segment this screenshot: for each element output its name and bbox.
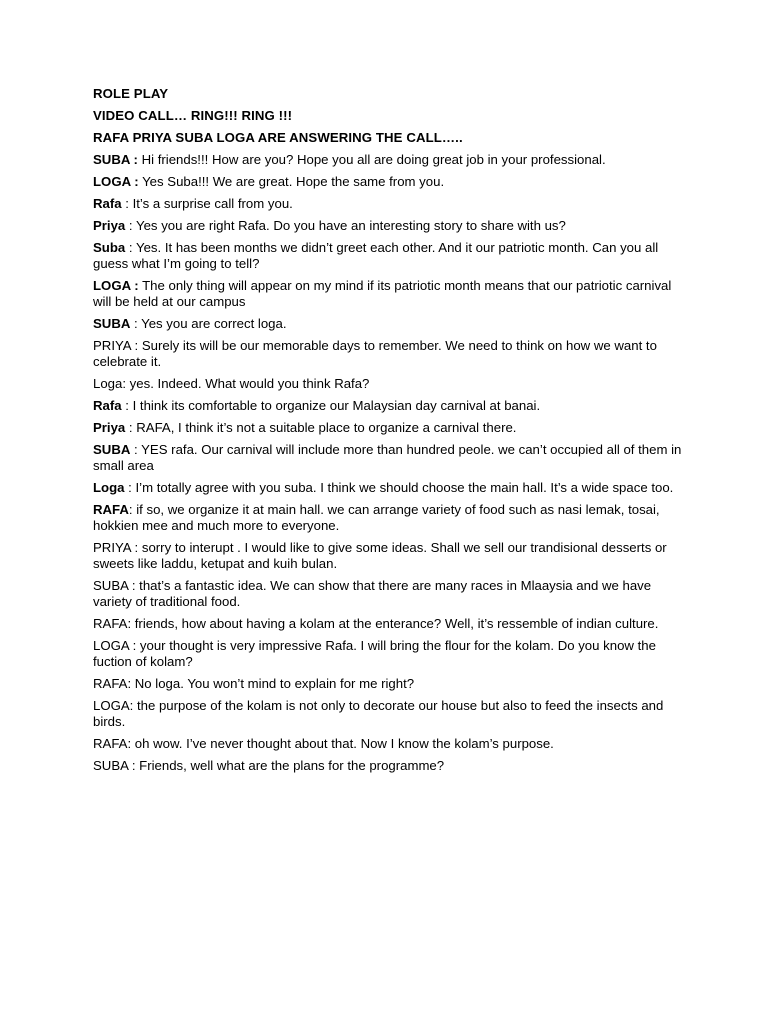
speaker-name: SUBA : (93, 152, 138, 167)
speaker-name: RAFA (93, 502, 129, 517)
dialogue-text: : Yes you are right Rafa. Do you have an interesting story to share with us? (125, 218, 566, 233)
dialogue-line (93, 338, 693, 370)
dialogue-text: Yes Suba!!! We are great. Hope the same from you. (138, 174, 445, 189)
speaker-name: Priya (93, 218, 126, 233)
dialogue-text: : RAFA, I think it’s not a suitable place to organize a carnival there. (125, 420, 517, 435)
dialogue-line (93, 676, 693, 692)
dialogue-text: : Yes you are correct loga. (130, 316, 287, 331)
speaker-name: SUBA : (93, 758, 136, 773)
dialogue-text: the purpose of the kolam is not only to decorate our house but also to feed the insects and birds. (93, 698, 664, 729)
speaker-name: PRIYA : (93, 338, 139, 353)
speaker-name: LOGA: (93, 698, 134, 713)
speaker-name: RAFA: (93, 676, 132, 691)
dialogue-text: Hi friends!!! How are you? Hope you all are doing great job in your professional. (137, 152, 606, 167)
dialogue-line (93, 480, 693, 496)
speaker-name: RAFA: (93, 736, 132, 751)
dialogue-line (93, 698, 693, 730)
dialogue-text: No loga. You won’t mind to explain for me right? (131, 676, 415, 691)
dialogue-text: friends, how about having a kolam at the enterance? Well, it’s ressemble of indian culture. (131, 616, 659, 631)
dialogue-line (93, 174, 693, 190)
dialogue-line (93, 638, 693, 670)
dialogue-line (93, 540, 693, 572)
dialogue-line (93, 736, 693, 752)
dialogue-text: yes. Indeed. What would you think Rafa? (126, 376, 370, 391)
dialogue-line (93, 616, 693, 632)
dialogue-list (93, 152, 693, 774)
dialogue-line (93, 218, 693, 234)
speaker-name: SUBA : (93, 578, 136, 593)
dialogue-line (93, 316, 693, 332)
dialogue-line (93, 278, 693, 310)
speaker-name: RAFA: (93, 616, 132, 631)
speaker-name: PRIYA : (93, 540, 139, 555)
dialogue-text: oh wow. I’ve never thought about that. Now I know the kolam’s purpose. (131, 736, 554, 751)
speaker-name: Loga: (93, 376, 127, 391)
dialogue-line (93, 196, 693, 212)
dialogue-text: sorry to interupt . I would like to give some ideas. Shall we sell our trandisional desserts or sweets like laddu, ketupat and kuih bulan. (93, 540, 667, 571)
subtitle-answering-call: RAFA PRIYA SUBA LOGA ARE ANSWERING THE CALL….. (93, 130, 463, 145)
speaker-name: Loga (93, 480, 125, 495)
dialogue-line (93, 578, 693, 610)
dialogue-line (93, 376, 693, 392)
dialogue-text: : It’s a surprise call from you. (121, 196, 293, 211)
dialogue-text: Surely its will be our memorable days to remember. We need to think on how we want to celebrate it. (93, 338, 657, 369)
dialogue-text: : if so, we organize it at main hall. we can arrange variety of food such as nasi lemak, tosai, hokkien mee and much more to everyone. (93, 502, 660, 533)
dialogue-line (93, 152, 693, 168)
title-role-play: ROLE PLAY (93, 86, 169, 101)
dialogue-line (93, 442, 693, 474)
speaker-name: Rafa (93, 398, 122, 413)
dialogue-line (93, 240, 693, 272)
dialogue-text: : Yes. It has been months we didn’t greet each other. And it our patriotic month. Can you all guess what I’m going to tell? (93, 240, 659, 271)
speaker-name: SUBA (93, 316, 131, 331)
speaker-name: LOGA : (93, 174, 139, 189)
subtitle-video-call: VIDEO CALL… RING!!! RING !!! (93, 108, 293, 123)
dialogue-text: The only thing will appear on my mind if its patriotic month means that our patriotic carnival will be held at our campus (93, 278, 672, 309)
dialogue-text: Friends, well what are the plans for the programme? (135, 758, 445, 773)
dialogue-text: : YES rafa. Our carnival will include more than hundred peole. we can’t occupied all of them in small area (93, 442, 682, 473)
dialogue-line (93, 398, 693, 414)
dialogue-line (93, 502, 693, 534)
document-page (93, 86, 693, 780)
speaker-name: Suba (93, 240, 126, 255)
speaker-name: Priya (93, 420, 126, 435)
dialogue-text: : I’m totally agree with you suba. I think we should choose the main hall. It’s a wide space too. (124, 480, 674, 495)
speaker-name: LOGA : (93, 278, 139, 293)
dialogue-text: : I think its comfortable to organize our Malaysian day carnival at banai. (121, 398, 541, 413)
dialogue-text: your thought is very impressive Rafa. I will bring the flour for the kolam. Do you know the fuction of kolam? (93, 638, 656, 669)
speaker-name: LOGA : (93, 638, 137, 653)
dialogue-line (93, 758, 693, 774)
dialogue-line (93, 420, 693, 436)
speaker-name: SUBA (93, 442, 131, 457)
speaker-name: Rafa (93, 196, 122, 211)
dialogue-text: that’s a fantastic idea. We can show that there are many races in Mlaaysia and we have variety of traditional food. (93, 578, 652, 609)
